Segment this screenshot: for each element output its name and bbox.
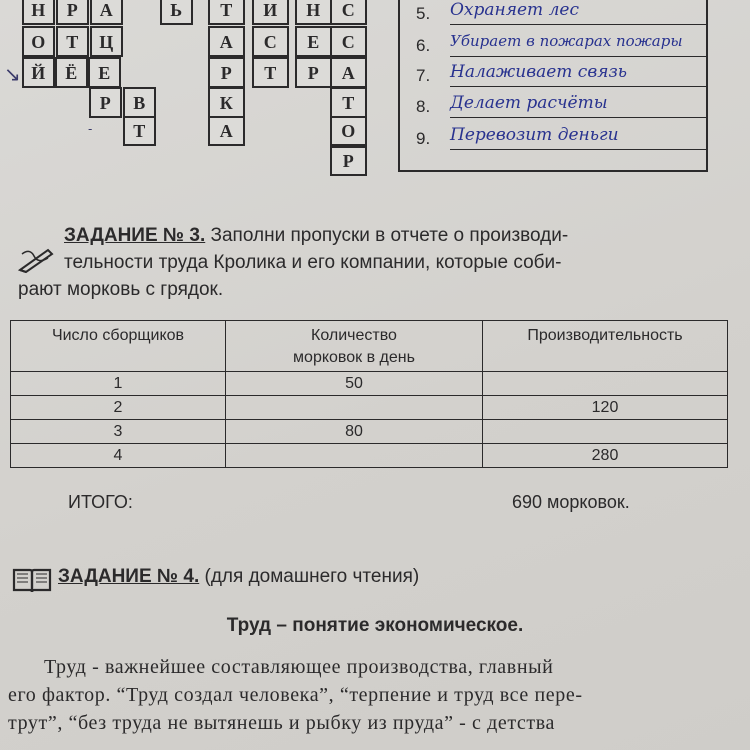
table-row <box>11 420 728 444</box>
crossword-cell: Й <box>22 57 55 88</box>
table-row <box>11 444 728 468</box>
answer-row <box>416 93 706 121</box>
handwritten-answer: Убирает в пожарах пожары <box>450 32 683 50</box>
crossword-cell: Ц <box>90 26 123 57</box>
crossword-cell: В <box>123 87 156 118</box>
task-4-heading: ЗАДАНИЕ № 4. <box>58 566 200 587</box>
answer-number: 9. <box>416 129 431 148</box>
open-book-icon <box>12 566 52 594</box>
answer-line <box>450 117 706 118</box>
task-4-header <box>58 566 419 588</box>
crossword-cell: Р <box>208 57 245 88</box>
answer-number: 5. <box>416 4 431 23</box>
crossword-cell: Т <box>123 116 156 146</box>
crossword-cell: А <box>90 0 123 25</box>
table-row <box>11 372 728 396</box>
pencil-dot-mark: - <box>88 122 93 136</box>
handwritten-answer: Охраняет лес <box>450 0 579 20</box>
table-header-row <box>11 321 728 372</box>
crossword-cell: Т <box>56 26 89 57</box>
crossword-cell: Р <box>330 146 367 176</box>
crossword-cell: А <box>208 116 245 146</box>
task-3-heading: ЗАДАНИЕ № 3. <box>64 225 206 246</box>
total-value: 690 морковок. <box>512 492 630 512</box>
handwritten-answer: Налаживает связь <box>450 62 628 82</box>
carrots-cell[interactable] <box>226 444 483 468</box>
workers-cell: 1 <box>11 372 226 396</box>
crossword-cell: Н <box>295 0 332 25</box>
crossword-cell: А <box>330 57 367 88</box>
answer-row <box>416 125 706 153</box>
answers-panel <box>398 0 708 172</box>
article-line-1: Труд - важнейшее составляющее производства, главный <box>44 656 554 678</box>
carrots-cell[interactable] <box>226 396 483 420</box>
crossword-cell: Р <box>295 57 332 88</box>
handwritten-answer: Перевозит деньги <box>450 125 619 145</box>
productivity-table <box>10 320 728 468</box>
crossword-cell: И <box>252 0 289 25</box>
pencil-tick-mark: ↘ <box>4 62 21 86</box>
workers-cell: 4 <box>11 444 226 468</box>
task-4-subtitle: (для домашнего чтения) <box>199 566 420 587</box>
productivity-cell[interactable] <box>483 420 728 444</box>
crossword-cell: Т <box>208 0 245 25</box>
productivity-cell[interactable]: 120 <box>483 396 728 420</box>
crossword-cell: Т <box>252 57 289 88</box>
task-3-line-2: тельности труда Кролика и его компании, которые соби- <box>64 252 562 273</box>
article-line-3: трут”, “без труда не вытянешь и рыбку из пруда” - с детства <box>8 712 556 734</box>
crossword-cell: Н <box>22 0 55 25</box>
carrots-header-line-1: Количество <box>311 327 397 344</box>
answer-number: 7. <box>416 66 431 85</box>
crossword-cell: Р <box>56 0 89 25</box>
carrots-cell[interactable]: 80 <box>226 420 483 444</box>
total-label: ИТОГО: <box>68 492 133 512</box>
crossword-cell: Ь <box>160 0 193 25</box>
article-line-2: его фактор. “Труд создал человека”, “терпение и труд все пере- <box>8 684 583 706</box>
pencil-writing-icon <box>18 244 54 274</box>
answer-line <box>450 56 706 57</box>
task-3-instructions <box>18 222 724 300</box>
column-header-productivity: Производительность <box>483 321 728 372</box>
task-3-line-1: Заполни пропуски в отчете о производи- <box>205 225 569 246</box>
crossword-cell: А <box>208 26 245 57</box>
crossword-cell: Ё <box>55 57 88 88</box>
answer-row <box>416 62 706 90</box>
crossword-cell: Е <box>295 26 332 57</box>
crossword-cell: Р <box>89 87 122 118</box>
crossword-cell: О <box>22 26 55 57</box>
crossword-cell: О <box>330 116 367 146</box>
answer-line <box>450 24 706 25</box>
crossword-cell: С <box>330 26 367 57</box>
answer-line <box>450 149 706 150</box>
productivity-cell[interactable]: 280 <box>483 444 728 468</box>
workers-cell: 3 <box>11 420 226 444</box>
carrots-header-line-2: морковок в день <box>293 349 415 366</box>
crossword-cell: Е <box>88 57 121 88</box>
handwritten-answer: Делает расчёты <box>450 93 608 113</box>
answer-number: 8. <box>416 97 431 116</box>
answer-number: 6. <box>416 36 431 55</box>
column-header-carrots <box>226 321 483 372</box>
column-header-workers: Число сборщиков <box>11 321 226 372</box>
article-title: Труд – понятие экономическое. <box>226 615 524 636</box>
table-row <box>11 396 728 420</box>
answer-row <box>416 0 706 28</box>
carrots-cell[interactable]: 50 <box>226 372 483 396</box>
answer-row <box>416 32 706 60</box>
workers-cell: 2 <box>11 396 226 420</box>
task-3-line-3: рают морковь с грядок. <box>18 279 224 300</box>
crossword-cell: К <box>208 87 245 118</box>
answer-line <box>450 86 706 87</box>
crossword-cell: С <box>252 26 289 57</box>
productivity-cell[interactable] <box>483 372 728 396</box>
crossword-cell: Т <box>330 87 367 118</box>
crossword-cell: С <box>330 0 367 25</box>
